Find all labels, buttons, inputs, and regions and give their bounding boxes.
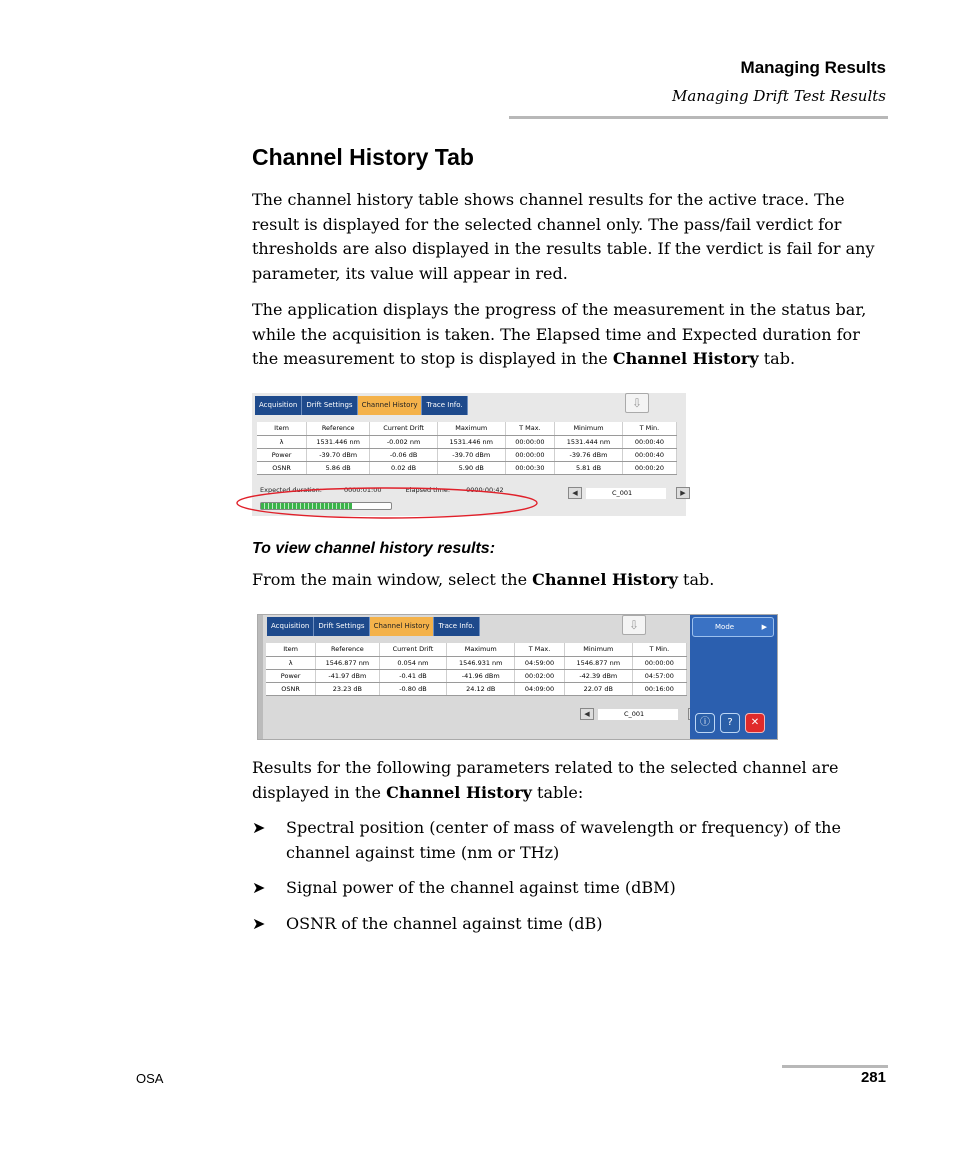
table-row [257, 435, 677, 448]
download-icon[interactable]: ⇩ [622, 615, 646, 635]
table-header-cell: T Min. [622, 422, 676, 435]
info-icon[interactable]: ⓘ [695, 713, 715, 733]
expected-duration-label: Expected duration: [260, 486, 322, 494]
table-cell: 23.23 dB [316, 682, 379, 695]
table-header-cell: T Max. [505, 422, 555, 435]
table-cell: -41.96 dBm [447, 669, 515, 682]
table-cell: OSNR [266, 682, 316, 695]
channel-navigator [568, 487, 690, 499]
tab-bar [267, 617, 480, 636]
page-number: 281 [860, 1069, 886, 1086]
procedure-title: To view channel history results: [252, 540, 496, 557]
tab-acquisition[interactable]: Acquisition [267, 617, 314, 636]
table-cell: 00:00:30 [505, 461, 555, 474]
arrow-bullet-icon: ➤ [252, 878, 266, 897]
table-cell: OSNR [257, 461, 307, 474]
table-cell: λ [266, 656, 316, 669]
bullet-item [252, 876, 892, 902]
table-cell: 00:02:00 [515, 669, 565, 682]
table-row [266, 669, 687, 682]
table-cell: 24.12 dB [447, 682, 515, 695]
channel-field[interactable]: C_001 [586, 488, 666, 499]
results-table [266, 643, 687, 696]
section-title: Channel History Tab [252, 144, 474, 170]
table-header-cell: Current Drift [379, 643, 447, 656]
table-cell: 5.86 dB [307, 461, 370, 474]
table-cell: -0.002 nm [370, 435, 438, 448]
table-row [266, 682, 687, 695]
table-cell: 1546.877 nm [316, 656, 379, 669]
procedure-step: From the main window, select the Channel History tab. [252, 570, 715, 589]
table-cell: Power [266, 669, 316, 682]
table-cell: 00:00:00 [505, 435, 555, 448]
previous-channel-button[interactable]: ◀ [568, 487, 582, 499]
action-buttons [695, 713, 765, 733]
tab-drift-settings[interactable]: Drift Settings [314, 617, 369, 636]
header-rule [509, 116, 888, 119]
table-header-row [266, 643, 687, 656]
download-icon[interactable]: ⇩ [625, 393, 649, 413]
bullet-text: Spectral position (center of mass of wavelength or frequency) of the channel against time (nm or THz) [286, 818, 841, 862]
table-cell: 0.02 dB [370, 461, 438, 474]
table-cell: -39.70 dBm [437, 448, 505, 461]
close-icon[interactable]: ✕ [745, 713, 765, 733]
table-cell: 04:59:00 [515, 656, 565, 669]
table-cell: 00:00:20 [622, 461, 676, 474]
table-cell: λ [257, 435, 307, 448]
tab-trace-info[interactable]: Trace Info. [434, 617, 479, 636]
bullet-text: Signal power of the channel against time (dBM) [286, 878, 676, 897]
bullet-item [252, 912, 892, 938]
running-header-subtitle: Managing Drift Test Results [672, 87, 886, 105]
table-row [257, 448, 677, 461]
highlight-ellipse [235, 486, 539, 520]
side-panel [690, 615, 777, 739]
arrow-bullet-icon: ➤ [252, 818, 266, 837]
progress-paragraph: The application displays the progress of the measurement in the status bar, while the acquisition is taken. The Elapsed time and Expected duration for the measurement to stop is displayed in the Channel History tab. [252, 300, 867, 368]
table-cell: 1531.446 nm [437, 435, 505, 448]
table-cell: 00:00:40 [622, 435, 676, 448]
table-header-cell: T Min. [632, 643, 686, 656]
table-cell: -0.06 dB [370, 448, 438, 461]
arrow-bullet-icon: ➤ [252, 914, 266, 933]
help-icon[interactable]: ? [720, 713, 740, 733]
table-header-cell: Current Drift [370, 422, 438, 435]
window-edge [258, 615, 263, 739]
table-cell: -0.80 dB [379, 682, 447, 695]
chevron-right-icon: ▶ [761, 623, 767, 631]
mode-label: Mode [715, 623, 735, 631]
table-cell: -0.41 dB [379, 669, 447, 682]
table-header-cell: Item [266, 643, 316, 656]
bullet-text: OSNR of the channel against time (dB) [286, 914, 603, 933]
bullet-item [252, 816, 892, 866]
table-cell: Power [257, 448, 307, 461]
table-header-cell: Minimum [555, 422, 623, 435]
tab-bar [255, 396, 468, 415]
table-cell: 0.054 nm [379, 656, 447, 669]
table-cell: 04:57:00 [632, 669, 686, 682]
table-cell: 5.81 dB [555, 461, 623, 474]
table-cell: -41.97 dBm [316, 669, 379, 682]
table-cell: -39.76 dBm [555, 448, 623, 461]
channel-field[interactable]: C_001 [598, 709, 678, 720]
intro-paragraph: The channel history table shows channel results for the active trace. The result is displayed for the selected channel only. The pass/fail verdict for thresholds are also displayed in the results table. If the verdict is fail for any parameter, its value will appear in red. [252, 190, 875, 283]
table-row [257, 461, 677, 474]
table-cell: 1531.444 nm [555, 435, 623, 448]
table-cell: -39.70 dBm [307, 448, 370, 461]
table-cell: 00:00:00 [505, 448, 555, 461]
tab-trace-info[interactable]: Trace Info. [422, 396, 467, 415]
tab-channel-history[interactable]: Channel History [370, 617, 435, 636]
table-row [266, 656, 687, 669]
expected-duration-value: 0000:01:00 [344, 486, 382, 494]
table-header-cell: Maximum [447, 643, 515, 656]
table-header-cell: Item [257, 422, 307, 435]
elapsed-time-value: 0000:00:42 [466, 486, 504, 494]
elapsed-time-label: Elapsed time: [405, 486, 451, 494]
table-cell: 00:00:00 [632, 656, 686, 669]
channel-navigator [580, 708, 702, 720]
table-cell: -42.39 dBm [564, 669, 632, 682]
table-cell: 22.07 dB [564, 682, 632, 695]
tab-drift-settings[interactable]: Drift Settings [302, 396, 357, 415]
results-table [257, 422, 677, 475]
table-header-cell: Reference [316, 643, 379, 656]
table-cell: 1531.446 nm [307, 435, 370, 448]
footer-rule [782, 1065, 888, 1068]
table-cell: 04:09:00 [515, 682, 565, 695]
footer-product: OSA [136, 1071, 164, 1086]
table-cell: 1546.931 nm [447, 656, 515, 669]
table-header-cell: Reference [307, 422, 370, 435]
table-header-cell: Maximum [437, 422, 505, 435]
table-cell: 1546.877 nm [564, 656, 632, 669]
tab-channel-history[interactable]: Channel History [358, 396, 423, 415]
mode-button[interactable] [692, 617, 774, 637]
table-header-row [257, 422, 677, 435]
previous-channel-button[interactable]: ◀ [580, 708, 594, 720]
table-cell: 00:00:40 [622, 448, 676, 461]
table-header-cell: Minimum [564, 643, 632, 656]
running-header-title: Managing Results [740, 58, 886, 77]
table-header-cell: T Max. [515, 643, 565, 656]
screenshot-main-window [257, 614, 778, 740]
table-cell: 00:16:00 [632, 682, 686, 695]
results-paragraph: Results for the following parameters related to the selected channel are displayed in the Channel History table: [252, 758, 839, 802]
tab-acquisition[interactable]: Acquisition [255, 396, 302, 415]
next-channel-button[interactable]: ▶ [676, 487, 690, 499]
table-cell: 5.90 dB [437, 461, 505, 474]
screenshot-channel-history-progress [252, 393, 686, 516]
